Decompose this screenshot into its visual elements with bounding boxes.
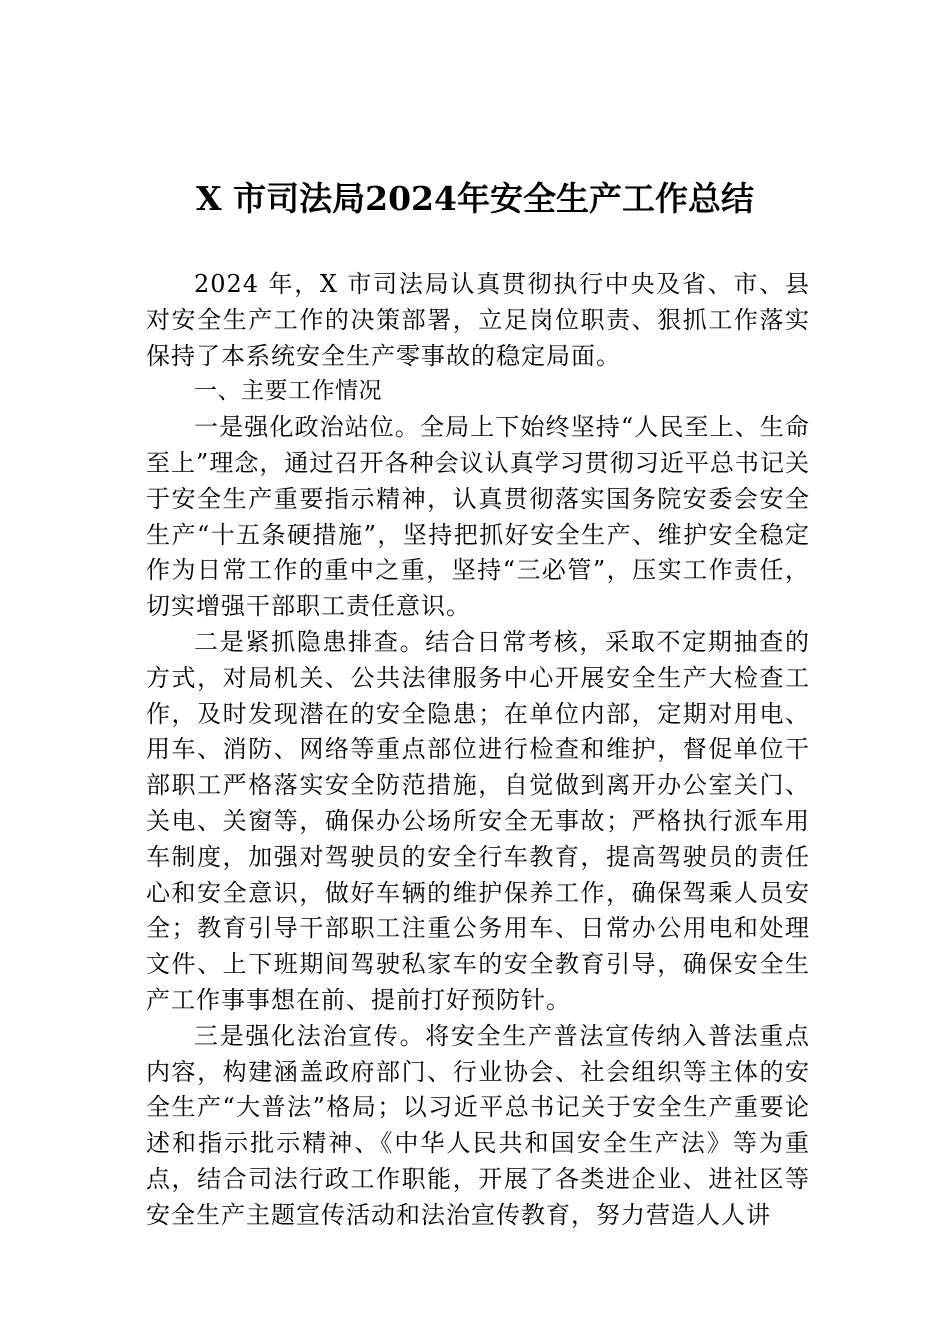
document-title: X 市司法局2024年安全生产工作总结 [196, 179, 754, 218]
section-heading: 一、主要工作情况 [194, 378, 382, 405]
body-paragraph-1: 一是强化政治站位。全局上下始终坚持“人民至上、生命至上”理念，通过召开各种会议认真学习贯彻习近平总书记关于安全生产重要指示精神，认真贯彻落实国务院安委会安全生产“十五条硬措施”，坚持把抓好安全生产、维护安全稳定作为日常工作的重中之重，坚持“三必管”，压实工作责任，切实增强干部职工责任意识。 [146, 413, 810, 621]
document-body [146, 267, 810, 1234]
body-paragraph-3: 三是强化法治宣传。将安全生产普法宣传纳入普法重点内容，构建涵盖政府部门、行业协会、社会组织等主体的安全生产“大普法”格局；以习近平总书记关于安全生产重要论述和指示批示精神、《中华人民共和国安全生产法》等为重点，结合司法行政工作职能，开展了各类进企业、进社区等安全生产主题宣传活动和法治宣传教育，努力营造人人讲 [146, 1021, 810, 1229]
intro-paragraph: 2024 年，X 市司法局认真贯彻执行中央及省、市、县对安全生产工作的决策部署，立足岗位职责、狠抓工作落实保持了本系统安全生产零事故的稳定局面。 [146, 270, 810, 370]
body-paragraph-2: 二是紧抓隐患排查。结合日常考核，采取不定期抽查的方式，对局机关、公共法律服务中心开展安全生产大检查工作，及时发现潜在的安全隐患；在单位内部，定期对用电、用车、消防、网络等重点部位进行检查和维护，督促单位干部职工严格落实安全防范措施，自觉做到离开办公室关门、关电、关窗等，确保办公场所安全无事故；严格执行派车用车制度，加强对驾驶员的安全行车教育，提高驾驶员的责任心和安全意识，做好车辆的维护保养工作，确保驾乘人员安全；教育引导干部职工注重公务用车、日常办公用电和处理文件、上下班期间驾驶私家车的安全教育引导，确保安全生产工作事事想在前、提前打好预防针。 [146, 627, 810, 1014]
